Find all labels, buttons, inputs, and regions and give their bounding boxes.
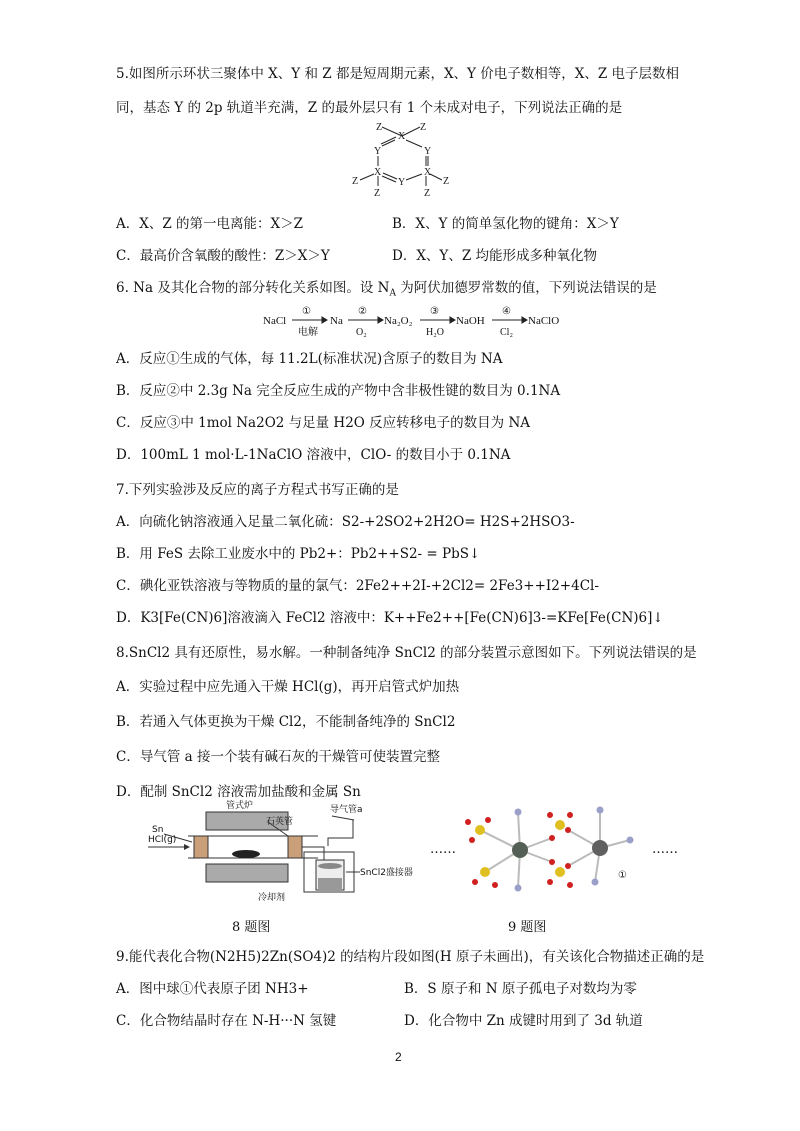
q9-structure-figure bbox=[460, 800, 650, 900]
q8-label-quartz: 石英管 bbox=[266, 817, 294, 827]
q6-cond-4: Cl₂ bbox=[500, 327, 513, 338]
q8-option-c: C．导气管 a 接一个装有碱石灰的干燥管可使装置完整 bbox=[116, 749, 440, 765]
q8-caption: 8 题图 bbox=[232, 920, 271, 935]
q6-option-a: A．反应①生成的气体，每 11.2L(标准状况)含原子的数目为 NA bbox=[116, 351, 503, 367]
q6-cond-2: O₂ bbox=[356, 327, 367, 338]
q6-option-b: B．反应②中 2.3g Na 完全反应生成的产物中含非极性键的数目为 0.1NA bbox=[116, 383, 561, 399]
q9-stem: 9.能代表化合物(N2H5)2Zn(SO4)2 的结构片段如图(H 原子未画出)，有关该化合物描述正确的是 bbox=[116, 949, 705, 965]
q6-cond-3: H₂O bbox=[426, 327, 444, 338]
q6-species-naclo: NaClO bbox=[528, 315, 560, 327]
q5-atom-z: Z bbox=[374, 188, 381, 199]
q8-label-coolant: 冷却剂 bbox=[258, 893, 286, 903]
q6-option-d: D．100mL 1 mol·L-1NaClO 溶液中，ClO- 的数目小于 0.1NA bbox=[116, 447, 511, 463]
q5-stem-line2: 同，基态 Y 的 2p 轨道半充满，Z 的最外层只有 1 个未成对电子，下列说法正确的是 bbox=[116, 100, 623, 116]
q6-cond-1: 电解 bbox=[298, 327, 318, 338]
q5-atom-z: Z bbox=[424, 188, 431, 199]
q9-option-d: D．化合物中 Zn 成键时用到了 3d 轨道 bbox=[404, 1013, 643, 1029]
q8-option-a: A．实验过程中应先通入干燥 HCl(g)，再开启管式炉加热 bbox=[116, 679, 460, 695]
q5-option-a: A．X、Z 的第一电离能：X＞Z bbox=[116, 216, 304, 232]
q8-label-hcl: HCl(g) bbox=[148, 835, 177, 845]
q6-species-na2o2: Na₂O₂ bbox=[384, 315, 413, 327]
q5-atom-y: Y bbox=[374, 146, 382, 157]
q5-stem-line1: 5.如图所示环状三聚体中 X、Y 和 Z 都是短周期元素，X、Y 价电子数相等，X、Z 电子层数相 bbox=[116, 66, 680, 82]
q5-atom-z: Z bbox=[352, 176, 359, 187]
q6-step-2: ② bbox=[358, 306, 367, 317]
q6-reaction-scheme bbox=[260, 300, 560, 340]
q8-option-d: D．配制 SnCl2 溶液需加盐酸和金属 Sn bbox=[116, 784, 361, 800]
q8-label-sn: Sn bbox=[152, 825, 164, 835]
q7-stem: 7.下列实验涉及反应的离子方程式书写正确的是 bbox=[116, 482, 399, 498]
q5-option-b: B．X、Y 的简单氢化物的键角：X＞Y bbox=[392, 216, 619, 232]
q7-option-d: D．K3[Fe(CN)6]溶液滴入 FeCl2 溶液中：K++Fe2++[Fe(CN)6]3-=KFe[Fe(CN)6]↓ bbox=[116, 610, 664, 626]
q5-atom-z: Z bbox=[376, 122, 383, 133]
q6-option-c: C．反应③中 1mol Na2O2 与足量 H2O 反应转移电子的数目为 NA bbox=[116, 415, 531, 431]
q7-option-a: A．向硫化钠溶液通入足量二氧化硫：S2-+2SO2+2H2O= H2S+2HSO3- bbox=[116, 514, 575, 530]
q5-option-c: C．最高价含氧酸的酸性：Z＞X＞Y bbox=[116, 248, 330, 264]
q6-stem: 6. Na 及其化合物的部分转化关系如图。设 $N_A$ 为阿伏加德罗常数的值，下列说法错误的是 bbox=[116, 280, 657, 299]
q7-option-b: B．用 FeS 去除工业废水中的 Pb2+：Pb2++S2- = PbS↓ bbox=[116, 546, 481, 562]
q8-option-b: B．若通入气体更换为干燥 Cl2，不能制备纯净的 SnCl2 bbox=[116, 714, 456, 730]
q8-label-receiver: SnCl2盛接器 bbox=[360, 868, 413, 878]
q8-apparatus-figure bbox=[148, 800, 418, 910]
q9-dots-left: …… bbox=[430, 842, 456, 857]
q6-step-4: ④ bbox=[502, 306, 511, 317]
q9-marker-1: ① bbox=[618, 870, 627, 881]
q5-atom-x: X bbox=[424, 167, 432, 178]
page-number: 2 bbox=[395, 1050, 402, 1064]
q6-step-3: ③ bbox=[430, 306, 439, 317]
q9-option-b: B．S 原子和 N 原子孤电子对数均为零 bbox=[404, 981, 637, 997]
q8-stem: 8.SnCl2 具有还原性，易水解。一种制备纯净 SnCl2 的部分装置示意图如下。下列说法错误的是 bbox=[116, 645, 697, 661]
q5-atom-z: Z bbox=[443, 176, 450, 187]
q6-species-naoh: NaOH bbox=[456, 315, 485, 327]
q5-atom-z: Z bbox=[420, 122, 427, 133]
q6-step-1: ① bbox=[302, 306, 311, 317]
q9-option-a: A．图中球①代表原子团 NH3+ bbox=[116, 981, 309, 997]
q8-label-tube-a: 导气管a bbox=[330, 805, 363, 815]
q5-ring-structure bbox=[340, 118, 470, 200]
q6-species-nacl: NaCl bbox=[263, 315, 287, 327]
q9-caption: 9 题图 bbox=[508, 920, 547, 935]
q5-atom-x: X bbox=[398, 131, 406, 142]
q5-atom-y: Y bbox=[424, 146, 432, 157]
q6-species-na: Na bbox=[330, 315, 343, 327]
q9-option-c: C．化合物结晶时存在 N-H···N 氢键 bbox=[116, 1013, 337, 1029]
q7-option-c: C．碘化亚铁溶液与等物质的量的氯气：2Fe2++2I-+2Cl2= 2Fe3++I2+4Cl- bbox=[116, 578, 599, 594]
q9-dots-right: …… bbox=[652, 842, 678, 857]
q5-atom-y: Y bbox=[398, 177, 406, 188]
q8-label-furnace: 管式炉 bbox=[226, 801, 254, 811]
q5-option-d: D．X、Y、Z 均能形成多种氧化物 bbox=[392, 248, 598, 264]
q5-atom-x: X bbox=[374, 167, 382, 178]
